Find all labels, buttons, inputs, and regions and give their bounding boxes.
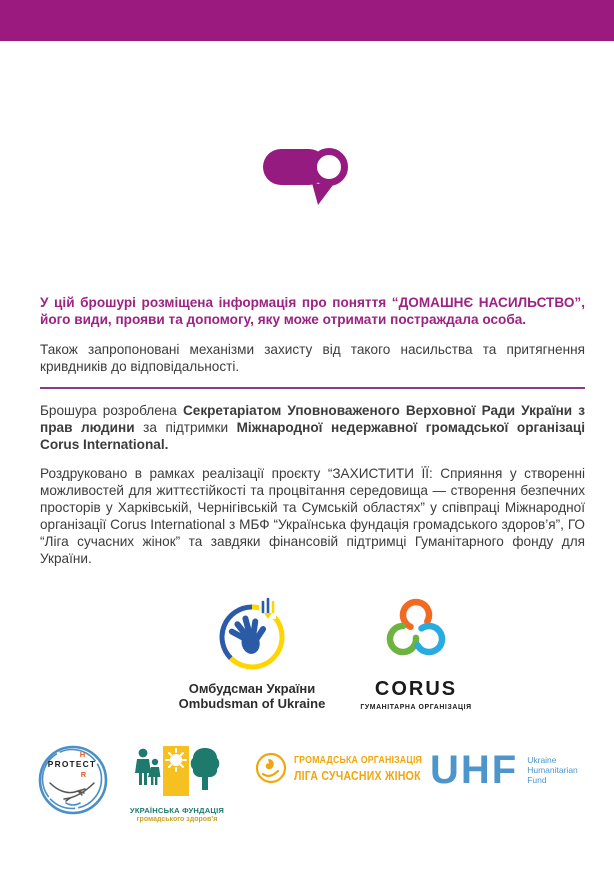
hands-sketch-icon	[50, 783, 94, 801]
ombudsman-title-en: Ombudsman of Ukraine	[178, 696, 326, 711]
corus-tagline: ГУМАНІТАРНА ОРГАНІЗАЦІЯ	[360, 704, 472, 711]
protect-her-r: R	[80, 770, 87, 779]
ombudsman-logo-block	[168, 596, 336, 711]
uhf-name-line1: Ukraine	[527, 755, 557, 765]
speech-bubble-icon	[262, 141, 350, 207]
ombudsman-hand-icon	[219, 596, 285, 670]
liga-org-name: ЛІГА СУЧАСНИХ ЖІНОК	[294, 769, 421, 783]
corus-rings-icon	[376, 598, 456, 660]
corus-wordmark: CORUS	[374, 678, 458, 700]
liga-emblem-icon	[255, 752, 287, 784]
header-bar	[0, 0, 614, 41]
health-foundation-icon	[133, 746, 221, 798]
protect-word: PROTECT	[47, 759, 97, 769]
liga-logo-block	[255, 752, 446, 784]
protect-her-h: H	[79, 750, 86, 759]
credits-developed-paragraph: Брошура розроблена Секретаріатом Уповноваженого Верховної Ради України з прав людини за підтримки Міжнародної недержавної громадської організаці Corus International.	[40, 403, 585, 452]
uhf-wordmark: UHF	[430, 748, 519, 792]
text-content	[40, 294, 585, 579]
protect-her-logo	[36, 743, 110, 817]
intro-highlight-paragraph: У цій брошурі розміщена інформація про поняття “ДОМАШНЄ НАСИЛЬСТВО”, його види, прояви та допомогу, яку може отримати постраждала особа.	[40, 295, 585, 327]
health-foundation-logo-block	[127, 746, 227, 823]
liga-org-type: ГРОМАДСЬКА ОРГАНІЗАЦІЯ	[294, 754, 423, 766]
intro-body-paragraph: Також запропоновані механізми захисту від такого насильства та притягнення кривдників до відповідальності.	[40, 342, 585, 374]
uhf-name-line3: Fund	[527, 775, 547, 785]
uhf-logo-block	[430, 750, 578, 790]
corus-logo-block	[352, 598, 480, 711]
health-foundation-subtitle: громадського здоров’я	[136, 816, 218, 823]
credits-printed-paragraph: Роздруковано в рамках реалізації проєкту “ЗАХИСТИТИ ЇЇ: Сприяння у створенні можливостей для життєстійкості та процвітання середовища — створення безпечних просторів у Харківській, Чернігівській та Сумській областях” у співпраці Міжнародної організації Corus International з МБФ “Українська фундація громадського здоров’я”, ГО “Ліга сучасних жінок” та завдяки фінансовій підтримці Гуманітарного фонду для України.	[40, 466, 585, 566]
section-divider	[40, 387, 585, 389]
ombudsman-title-uk: Омбудсман України	[188, 681, 316, 696]
health-foundation-name: УКРАЇНСЬКА ФУНДАЦІЯ	[129, 806, 225, 815]
uhf-name-line2: Humanitarian	[527, 765, 578, 775]
